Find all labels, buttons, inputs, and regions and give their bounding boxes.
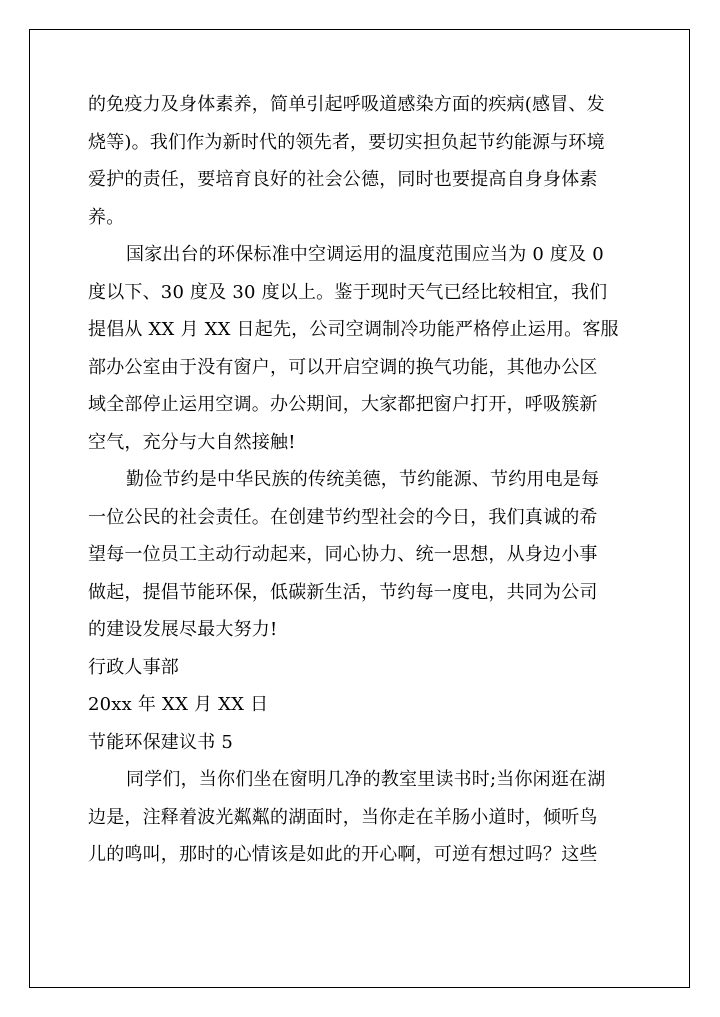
text-line-2: 烧等)。我们作为新时代的领先者，要切实担负起节约能源与环境 [88,131,605,153]
text-line-20: 边是，注释着波光粼粼的湖面时，当你走在羊肠小道时，倾听鸟 [88,806,598,828]
signature-department: 行政人事部 [88,656,179,678]
text-line-3: 爱护的责任，要培育良好的社会公德，同时也要提高自身身体素 [88,169,598,190]
text-line-21: 儿的鸣叫，那时的心情该是如此的开心啊，可逆有想过吗？这些 [88,844,598,865]
text-line-14: 做起，提倡节能环保，低碳新生活，节约每一度电，共同为公司 [88,581,598,603]
text-line-15: 的建设发展尽最大努力! [88,619,278,640]
text-line-5: 国家出台的环保标准中空调运用的温度范围应当为 0 度及 0 [126,244,604,265]
section-title: 节能环保建议书 5 [88,731,233,753]
text-line-6: 度以下、30 度及 30 度以上。鉴于现时天气已经比较相宜，我们 [88,281,608,303]
text-line-4: 养。 [88,206,125,228]
text-line-11: 勤俭节约是中华民族的传统美德，节约能源、节约用电是每 [126,469,600,490]
text-line-19: 同学们，当你们坐在窗明几净的教室里读书时;当你闲逛在湖 [126,769,606,790]
text-line-9: 域全部停止运用空调。办公期间，大家都把窗户打开，呼吸簇新 [88,394,598,415]
text-line-1: 的免疫力及身体素养，简单引起呼吸道感染方面的疾病(感冒、发 [88,94,605,115]
text-line-13: 望每一位员工主动行动起来，同心协力、统一思想，从身边小事 [88,544,598,565]
text-line-8: 部办公室由于没有窗户，可以开启空调的换气功能，其他办公区 [88,356,598,378]
text-line-10: 空气，充分与大自然接触! [88,431,296,453]
text-line-12: 一位公民的社会责任。在创建节约型社会的今日，我们真诚的希 [88,506,598,528]
signature-date: 20xx 年 XX 月 XX 日 [88,694,269,715]
text-line-7: 提倡从 XX 月 XX 日起先，公司空调制冷功能严格停止运用。客服 [88,319,619,340]
document-body [88,86,648,874]
